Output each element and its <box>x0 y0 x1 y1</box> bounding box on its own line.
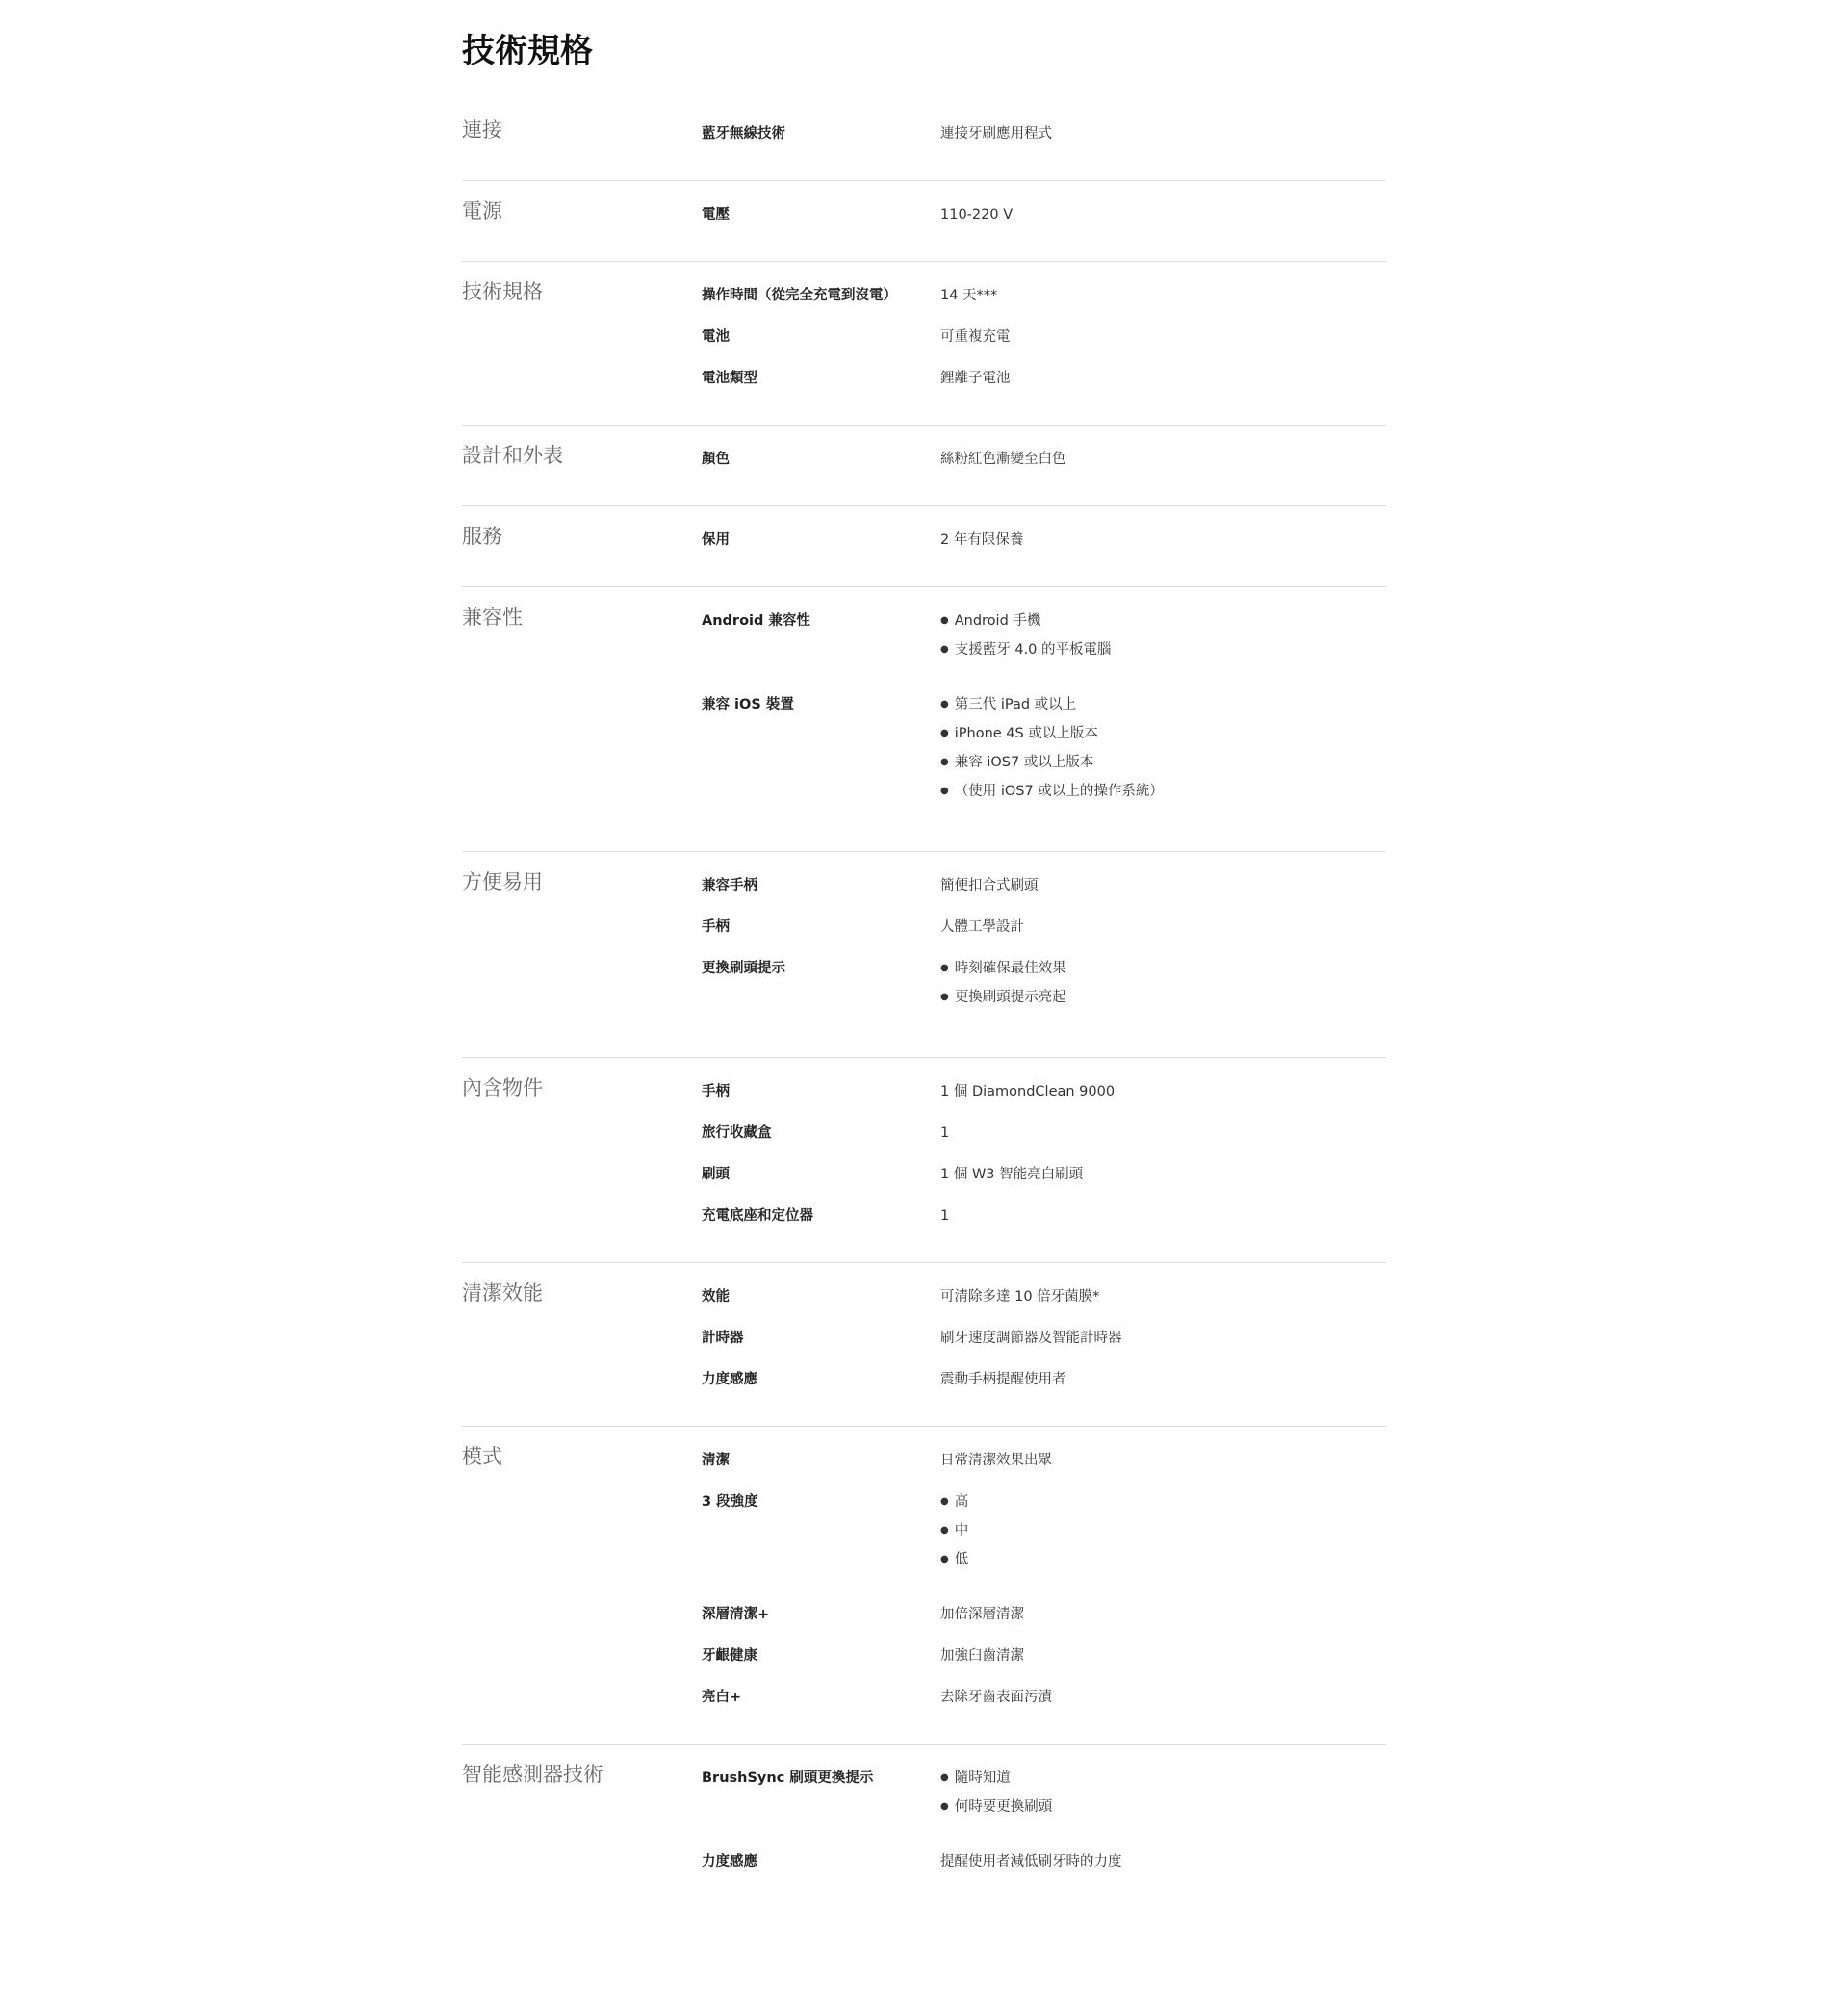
spec-value: 去除牙齒表面污漬 <box>940 1690 1052 1705</box>
spec-label: 顏色 <box>702 452 730 467</box>
spec-bullet-item: ● 中 <box>940 1517 1386 1546</box>
spec-label: 效能 <box>702 1289 730 1305</box>
spec-value: 加倍深層清潔 <box>940 1607 1024 1622</box>
spec-row <box>702 1320 1386 1361</box>
spec-rows <box>702 277 1386 401</box>
spec-label: 電池 <box>702 329 730 345</box>
spec-value: 絲粉紅色漸變至白色 <box>940 452 1066 467</box>
spec-category-title: 設計和外表 <box>462 444 563 467</box>
spec-row <box>702 1361 1386 1403</box>
spec-label: 深層清潔+ <box>702 1607 770 1622</box>
spec-row <box>702 1484 1386 1596</box>
spec-bullet-list <box>940 691 1386 828</box>
spec-value <box>940 1760 1386 1844</box>
spec-label: 亮白+ <box>702 1690 742 1705</box>
spec-label: 兼容手柄 <box>702 878 757 893</box>
spec-section <box>462 100 1386 181</box>
spec-label: 手柄 <box>702 1084 730 1099</box>
spec-section <box>462 587 1386 852</box>
spec-category-title: 內含物件 <box>462 1076 543 1099</box>
spec-bullet-item: ● 兼容 iOS7 或以上版本 <box>940 749 1386 778</box>
spec-row <box>702 909 1386 950</box>
spec-category-title: 方便易用 <box>462 870 543 893</box>
spec-label: 更換刷頭提示 <box>702 961 785 976</box>
spec-section <box>462 506 1386 587</box>
spec-rows <box>702 1073 1386 1239</box>
spec-value: 14 天*** <box>940 288 998 303</box>
spec-value: 1 <box>940 1208 950 1224</box>
spec-value: 日常清潔效果出眾 <box>940 1453 1052 1468</box>
spec-section <box>462 1745 1386 1908</box>
spec-bullet-item: ● 第三代 iPad 或以上 <box>940 691 1386 720</box>
spec-row <box>702 867 1386 909</box>
spec-bullet-item: ● Android 手機 <box>940 607 1386 636</box>
spec-row <box>702 1638 1386 1679</box>
spec-value: 可清除多達 10 倍牙菌膜* <box>940 1289 1100 1305</box>
spec-container <box>462 0 1386 1908</box>
spec-label: 操作時間（從完全充電到沒電） <box>702 288 897 303</box>
spec-value: 可重複充電 <box>940 329 1011 345</box>
spec-value <box>940 950 1386 1034</box>
spec-label: Android 兼容性 <box>702 613 810 629</box>
spec-value: 提醒使用者減低刷牙時的力度 <box>940 1854 1122 1870</box>
spec-bullet-item: ● 隨時知道 <box>940 1765 1386 1794</box>
spec-row <box>702 116 1386 157</box>
spec-bullet-item: ● （使用 iOS7 或以上的操作系統） <box>940 778 1386 807</box>
spec-value <box>940 1484 1386 1596</box>
spec-label: 電壓 <box>702 207 730 222</box>
spec-rows <box>702 1442 1386 1720</box>
spec-row <box>702 196 1386 238</box>
spec-bullet-item: ● 支援藍牙 4.0 的平板電腦 <box>940 636 1386 665</box>
spec-row <box>702 319 1386 360</box>
spec-label: 手柄 <box>702 919 730 935</box>
spec-rows <box>702 116 1386 157</box>
spec-rows <box>702 196 1386 238</box>
spec-section <box>462 1058 1386 1263</box>
spec-row <box>702 686 1386 828</box>
spec-value <box>940 686 1386 828</box>
spec-category-title: 兼容性 <box>462 606 523 629</box>
spec-row <box>702 360 1386 401</box>
spec-value: 1 個 DiamondClean 9000 <box>940 1084 1116 1099</box>
spec-row <box>702 603 1386 686</box>
spec-rows <box>702 441 1386 482</box>
spec-label: 旅行收藏盒 <box>702 1125 772 1141</box>
spec-value: 震動手柄提醒使用者 <box>940 1372 1066 1387</box>
spec-bullet-list <box>940 1488 1386 1596</box>
spec-section <box>462 426 1386 506</box>
spec-value: 人體工學設計 <box>940 919 1024 935</box>
spec-category-title: 技術規格 <box>462 280 543 303</box>
spec-row <box>702 1198 1386 1239</box>
spec-rows <box>702 603 1386 828</box>
spec-category-title: 連接 <box>462 118 502 142</box>
spec-row <box>702 950 1386 1034</box>
spec-category-title: 模式 <box>462 1445 502 1468</box>
spec-category-title: 電源 <box>462 199 502 222</box>
spec-label: 計時器 <box>702 1331 744 1346</box>
spec-row <box>702 522 1386 563</box>
spec-rows <box>702 522 1386 563</box>
spec-value: 1 <box>940 1125 950 1141</box>
spec-bullet-list <box>940 607 1386 686</box>
spec-rows <box>702 1279 1386 1403</box>
spec-rows <box>702 1760 1386 1885</box>
page-title: 技術規格 <box>462 32 593 70</box>
spec-label: 刷頭 <box>702 1167 730 1182</box>
spec-row <box>702 277 1386 319</box>
spec-row <box>702 1760 1386 1844</box>
spec-value <box>940 603 1386 686</box>
spec-category-title: 清潔效能 <box>462 1281 543 1305</box>
spec-label: 保用 <box>702 532 730 548</box>
spec-label: 力度感應 <box>702 1854 757 1870</box>
spec-section <box>462 852 1386 1058</box>
spec-bullet-item: ● 高 <box>940 1488 1386 1517</box>
spec-rows <box>702 867 1386 1034</box>
spec-label: 藍牙無線技術 <box>702 126 785 142</box>
spec-bullet-item: ● 更換刷頭提示亮起 <box>940 984 1386 1013</box>
spec-row <box>702 1596 1386 1638</box>
spec-value: 連接牙刷應用程式 <box>940 126 1052 142</box>
spec-value: 2 年有限保養 <box>940 532 1024 548</box>
spec-row <box>702 1073 1386 1115</box>
spec-row <box>702 1156 1386 1198</box>
spec-category-title: 智能感測器技術 <box>462 1763 603 1786</box>
spec-row <box>702 1844 1386 1885</box>
spec-bullet-item: ● 何時要更換刷頭 <box>940 1794 1386 1822</box>
spec-category-title: 服務 <box>462 525 502 548</box>
spec-value: 110-220 V <box>940 207 1014 222</box>
spec-label: BrushSync 刷頭更換提示 <box>702 1770 874 1786</box>
spec-value: 1 個 W3 智能亮白刷頭 <box>940 1167 1084 1182</box>
spec-row <box>702 1442 1386 1484</box>
spec-row <box>702 1279 1386 1320</box>
spec-bullet-list <box>940 955 1386 1034</box>
spec-row <box>702 1679 1386 1720</box>
spec-label: 電池類型 <box>702 371 757 386</box>
spec-section <box>462 1427 1386 1745</box>
spec-label: 兼容 iOS 裝置 <box>702 697 794 712</box>
spec-value: 簡便扣合式刷頭 <box>940 878 1039 893</box>
spec-label: 清潔 <box>702 1453 730 1468</box>
spec-value: 刷牙速度調節器及智能計時器 <box>940 1331 1122 1346</box>
spec-bullet-list <box>940 1765 1386 1844</box>
spec-value: 鋰離子電池 <box>940 371 1011 386</box>
spec-bullet-item: ● 低 <box>940 1546 1386 1575</box>
spec-label: 3 段強度 <box>702 1494 758 1510</box>
spec-section <box>462 181 1386 262</box>
spec-label: 牙齦健康 <box>702 1648 757 1664</box>
spec-label: 力度感應 <box>702 1372 757 1387</box>
spec-table <box>462 100 1386 1908</box>
spec-row <box>702 441 1386 482</box>
spec-value: 加強臼齒清潔 <box>940 1648 1024 1664</box>
spec-section <box>462 1263 1386 1427</box>
spec-section <box>462 262 1386 426</box>
spec-bullet-item: ● iPhone 4S 或以上版本 <box>940 720 1386 749</box>
spec-bullet-item: ● 時刻確保最佳效果 <box>940 955 1386 984</box>
spec-row <box>702 1115 1386 1156</box>
spec-label: 充電底座和定位器 <box>702 1208 813 1224</box>
